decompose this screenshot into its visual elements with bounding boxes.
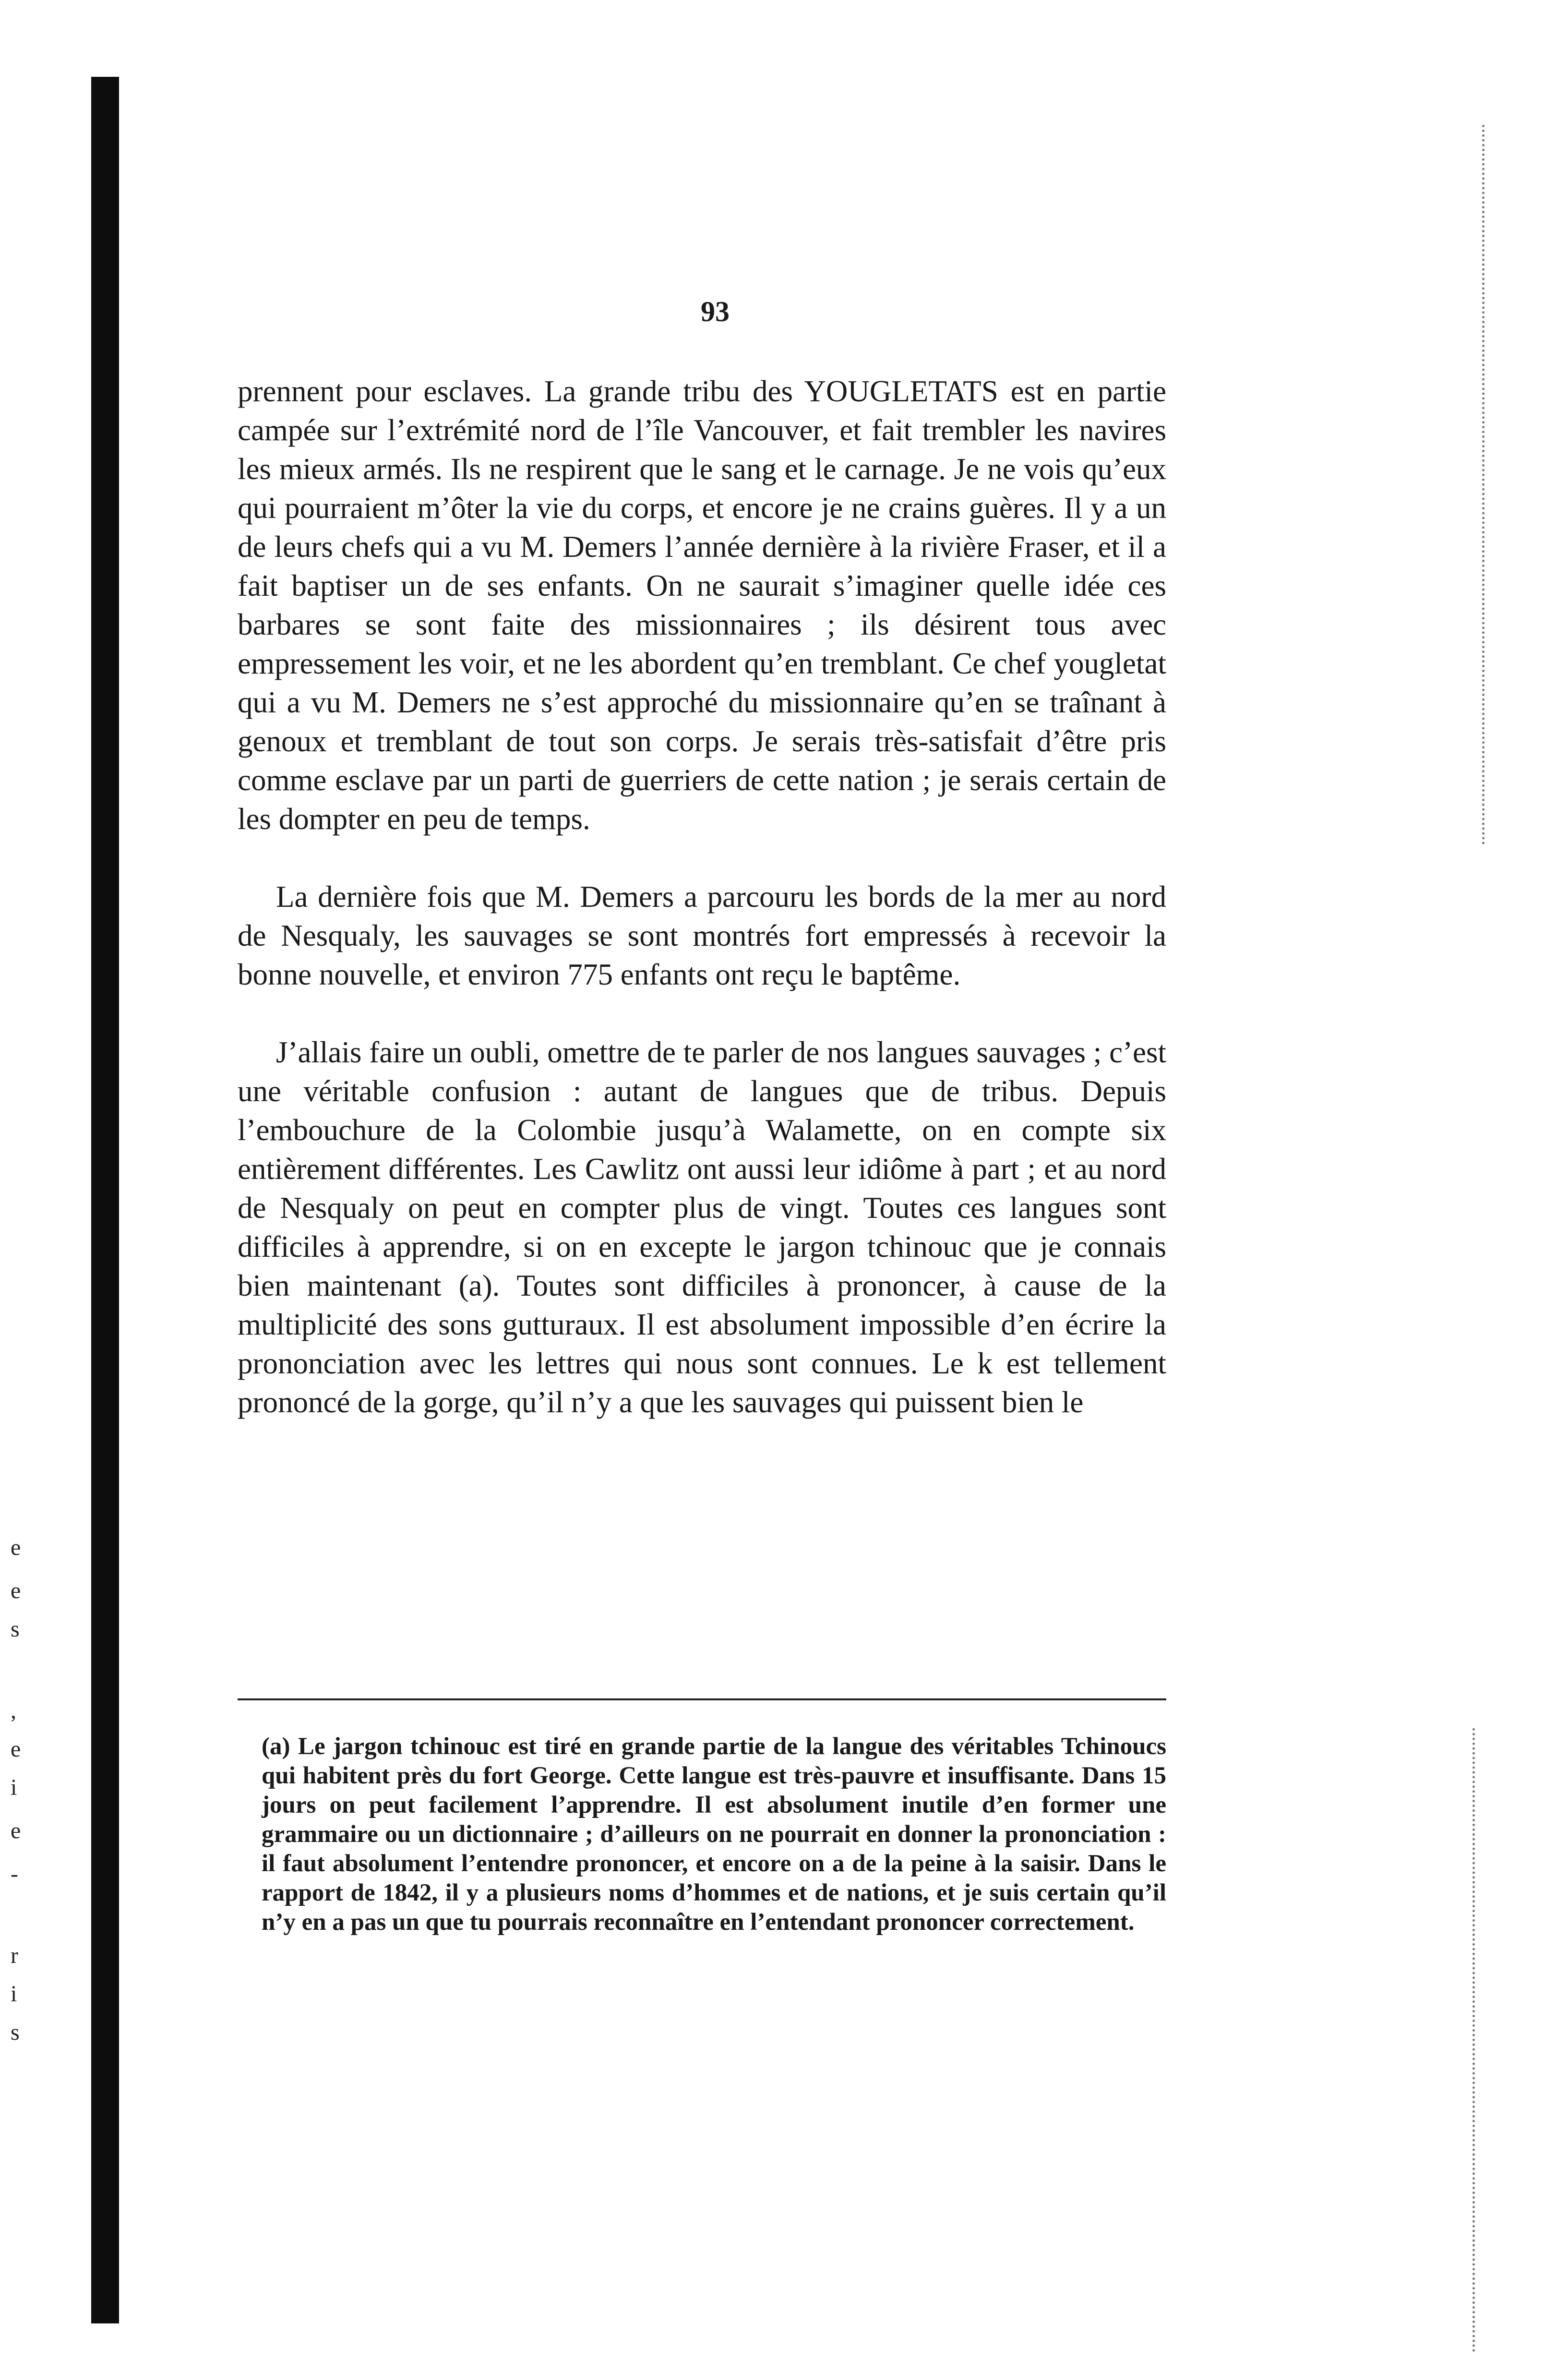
footnote-rule bbox=[238, 1698, 1166, 1700]
gutter-mark: e bbox=[11, 1578, 21, 1603]
gutter-mark: e bbox=[11, 1736, 21, 1762]
paragraph: La dernière fois que M. Demers a parcouru les bords de la mer au nord de Nesqualy, les sauvages se sont montrés fort empressés à recevoir la bonne nouvelle, et environ 775 enfants ont reçu le baptême. bbox=[238, 880, 1166, 991]
gutter-mark: e bbox=[11, 1818, 21, 1843]
footnote-text: (a) Le jargon tchinouc est tiré en grande partie de la langue des véritables Tchinoucs qui habitent près du fort George. Cette langue est très-pauvre et insuffisante. Dans 15 jours on peut facilement l’apprendre. Il est absolument inutile d’en former une grammaire ou un dictionnaire ; d’ailleurs on ne pourrait en donner la prononciation : il faut absolument l’entendre prononcer, et encore on a de la peine à la saisir. Dans le rapport de 1842, il y a plusieurs noms d’hommes et de nations, et je suis certain qu’il n’y en a pas un que tu pourrais reconnaître en l’entendant prononcer correctement. bbox=[262, 1733, 1166, 1936]
gutter-mark: i bbox=[11, 1775, 17, 1800]
gutter-mark: r bbox=[11, 1943, 18, 1968]
body-text bbox=[238, 372, 1166, 1422]
right-edge-speckle bbox=[1478, 125, 1484, 845]
right-edge-speckle-lower bbox=[1469, 1728, 1475, 2352]
gutter-mark: s bbox=[11, 1616, 20, 1642]
paragraph: prennent pour esclaves. La grande tribu des YOUGLETATS est en partie campée sur l’extrémité nord de l’île Vancouver, et fait trembler les navires les mieux armés. Ils ne respirent que le sang et le carnage. Je ne vois qu’eux qui pourraient m’ôter la vie du corps, et encore je ne crains guères. Il y a un de leurs chefs qui a vu M. Demers l’année dernière à la rivière Fraser, et il a fait baptiser un de ses enfants. On ne saurait s’imaginer quelle idée ces barbares se sont faite des missionnaires ; ils désirent tous avec empressement les voir, et ne les abordent qu’en tremblant. Ce chef yougletat qui a vu M. Demers ne s’est approché du missionnaire qu’en se traînant à genoux et tremblant de tout son corps. Je serais très-satisfait d’être pris comme esclave par un parti de guerriers de cette nation ; je serais certain de les dompter en peu de temps. bbox=[238, 374, 1166, 836]
gutter-mark: i bbox=[11, 1981, 17, 2007]
gutter-mark: , bbox=[11, 1698, 16, 1723]
binding-shadow bbox=[91, 77, 119, 2323]
page-number: 93 bbox=[701, 296, 730, 327]
footnote bbox=[262, 1732, 1166, 1937]
paragraph: J’allais faire un oubli, omettre de te parler de nos langues sauvages ; c’est une véritable confusion : autant de langues que de tribus. Depuis l’embouchure de la Colombie jusqu’à Walamette, on en compte six entièrement différentes. Les Cawlitz ont aussi leur idiôme à part ; et au nord de Nesqualy on peut en compter plus de vingt. Toutes ces langues sont difficiles à apprendre, si on en excepte le jargon tchinouc que je connais bien maintenant (a). Toutes sont difficiles à prononcer, à cause de la multiplicité des sons gutturaux. Il est absolument impossible d’en écrire la prononciation avec les lettres qui nous sont connues. Le k est tellement prononcé de la gorge, qu’il n’y a que les sauvages qui puissent bien le bbox=[238, 1035, 1166, 1419]
gutter-mark: - bbox=[11, 1861, 18, 1887]
gutter-mark: e bbox=[11, 1535, 21, 1560]
gutter-mark: s bbox=[11, 2020, 20, 2045]
